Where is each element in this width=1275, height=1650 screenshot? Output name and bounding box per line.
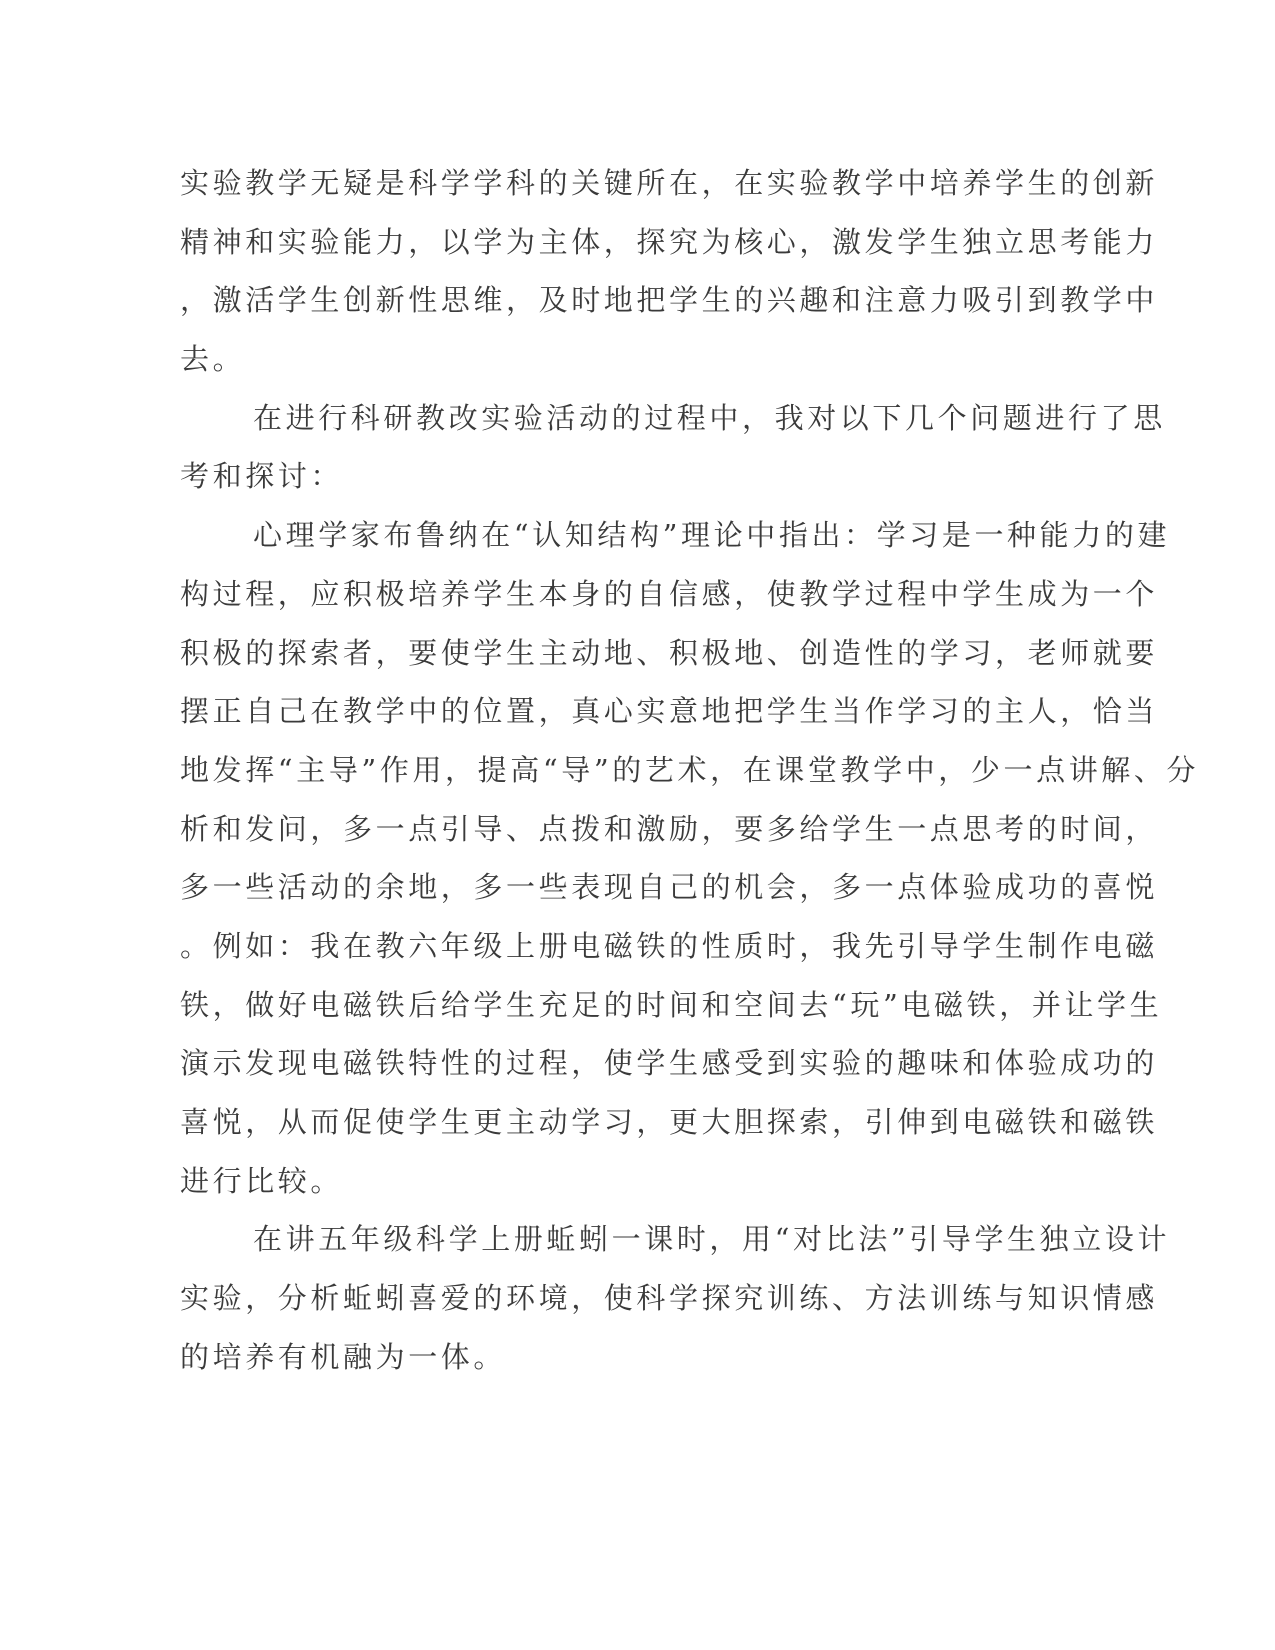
text-line-8: 构过程，应积极培养学生本身的自信感，使教学过程中学生成为一个 xyxy=(180,577,1159,611)
text-line-1: 实验教学无疑是科学学科的关键所在，在实验教学中培养学生的创新 xyxy=(180,166,1159,200)
text-line-7: 心理学家布鲁纳在“认知结构”理论中指出：学习是一种能力的建 xyxy=(253,518,1171,552)
text-line-17: 喜悦，从而促使学生更主动学习，更大胆探索，引伸到电磁铁和磁铁 xyxy=(180,1105,1159,1139)
text-line-14: 。例如：我在教六年级上册电磁铁的性质时，我先引导学生制作电磁 xyxy=(180,929,1159,963)
text-line-10: 摆正自己在教学中的位置，真心实意地把学生当作学习的主人，恰当 xyxy=(180,694,1159,728)
text-line-13: 多一些活动的余地，多一些表现自己的机会，多一点体验成功的喜悦 xyxy=(180,870,1159,904)
text-line-5: 在进行科研教改实验活动的过程中，我对以下几个问题进行了思 xyxy=(253,401,1166,435)
text-line-6: 考和探讨： xyxy=(180,459,344,493)
text-line-16: 演示发现电磁铁特性的过程，使学生感受到实验的趣味和体验成功的 xyxy=(180,1046,1159,1080)
text-line-18: 进行比较。 xyxy=(180,1164,344,1198)
text-line-21: 的培养有机融为一体。 xyxy=(180,1340,507,1374)
text-line-12: 析和发问，多一点引导、点拨和激励，要多给学生一点思考的时间， xyxy=(180,812,1159,846)
text-line-20: 实验，分析蚯蚓喜爱的环境，使科学探究训练、方法训练与知识情感 xyxy=(180,1281,1159,1315)
text-line-3: ，激活学生创新性思维，及时地把学生的兴趣和注意力吸引到教学中 xyxy=(180,283,1159,317)
text-line-15: 铁，做好电磁铁后给学生充足的时间和空间去“玩”电磁铁，并让学生 xyxy=(180,988,1163,1022)
text-line-19: 在讲五年级科学上册蚯蚓一课时，用“对比法”引导学生独立设计 xyxy=(253,1222,1171,1256)
text-line-11: 地发挥“主导”作用，提高“导”的艺术，在课堂教学中，少一点讲解、分 xyxy=(180,753,1200,787)
text-line-4: 去。 xyxy=(180,342,246,376)
text-line-2: 精神和实验能力，以学为主体，探究为核心，激发学生独立思考能力 xyxy=(180,225,1159,259)
text-line-9: 积极的探索者，要使学生主动地、积极地、创造性的学习，老师就要 xyxy=(180,636,1159,670)
